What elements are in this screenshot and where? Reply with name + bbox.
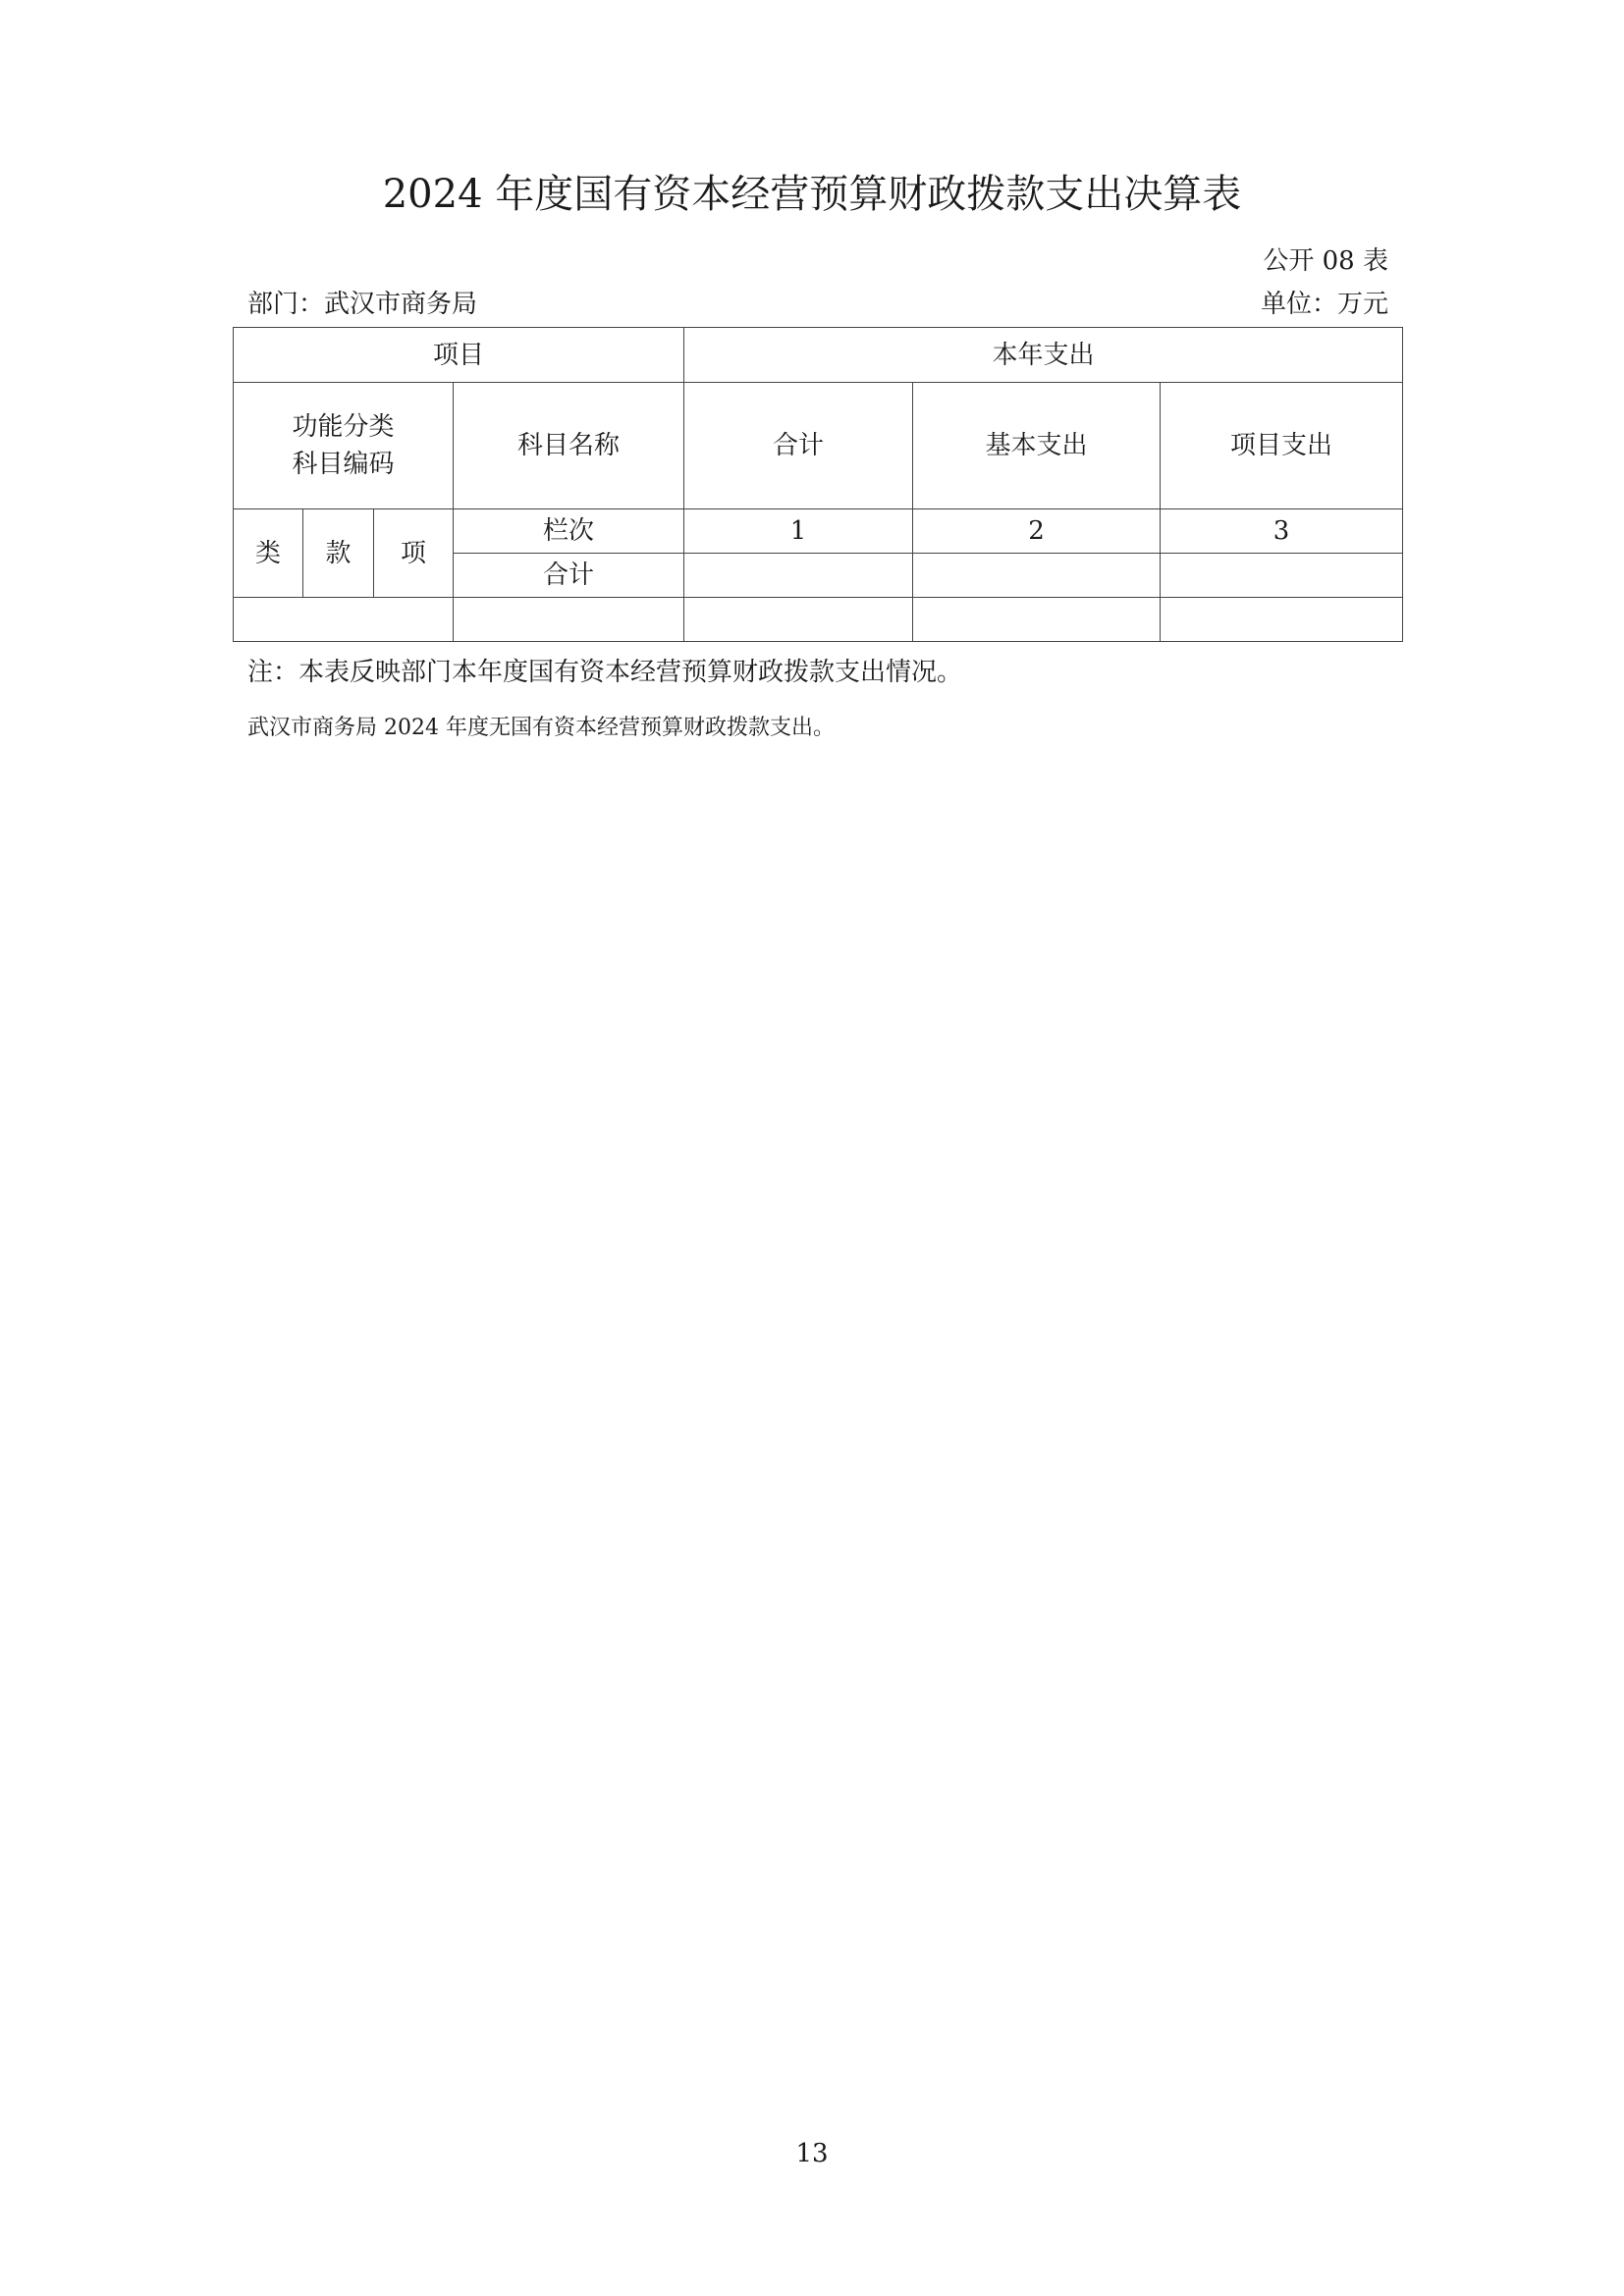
header-row-1	[234, 328, 1403, 383]
header-basic-expense: 基本支出	[913, 383, 1161, 509]
column-index-3: 3	[1161, 509, 1403, 554]
empty-row-basic	[913, 598, 1161, 642]
column-index-label: 栏次	[454, 509, 684, 554]
header-total: 合计	[684, 383, 913, 509]
column-index-2: 2	[913, 509, 1161, 554]
header-current-year-expense: 本年支出	[684, 328, 1403, 383]
empty-row-name	[454, 598, 684, 642]
empty-data-row	[234, 598, 1403, 642]
page-title: 2024 年度国有资本经营预算财政拨款支出决算表	[382, 172, 1242, 217]
header-func-class-code-line2: 科目编码	[292, 450, 395, 479]
header-func-class-code-line1: 功能分类	[292, 412, 395, 442]
header-subject-name: 科目名称	[454, 383, 684, 509]
header-item-code: 项	[374, 509, 454, 598]
header-section: 款	[303, 509, 374, 598]
empty-row-project	[1161, 598, 1403, 642]
header-project-expense: 项目支出	[1161, 383, 1403, 509]
total-row-project	[1161, 554, 1403, 598]
department-label: 部门：武汉市商务局	[247, 290, 478, 319]
column-index-row	[234, 509, 1403, 554]
empty-row-total	[684, 598, 913, 642]
form-number: 公开 08 表	[1263, 246, 1388, 276]
header-item: 项目	[234, 328, 684, 383]
total-row-label: 合计	[454, 554, 684, 598]
column-index-1: 1	[684, 509, 913, 554]
header-class: 类	[234, 509, 303, 598]
page-number: 13	[795, 2139, 829, 2168]
header-row-2	[234, 383, 1403, 509]
total-row-total	[684, 554, 913, 598]
total-row-basic	[913, 554, 1161, 598]
expense-table	[233, 327, 1403, 642]
no-expense-statement: 武汉市商务局 2024 年度无国有资本经营预算财政拨款支出。	[247, 716, 835, 740]
header-func-class-code	[234, 383, 454, 509]
empty-row-code	[234, 598, 454, 642]
table-note: 注：本表反映部门本年度国有资本经营预算财政拨款支出情况。	[247, 658, 963, 687]
unit-label: 单位：万元	[1260, 290, 1388, 319]
